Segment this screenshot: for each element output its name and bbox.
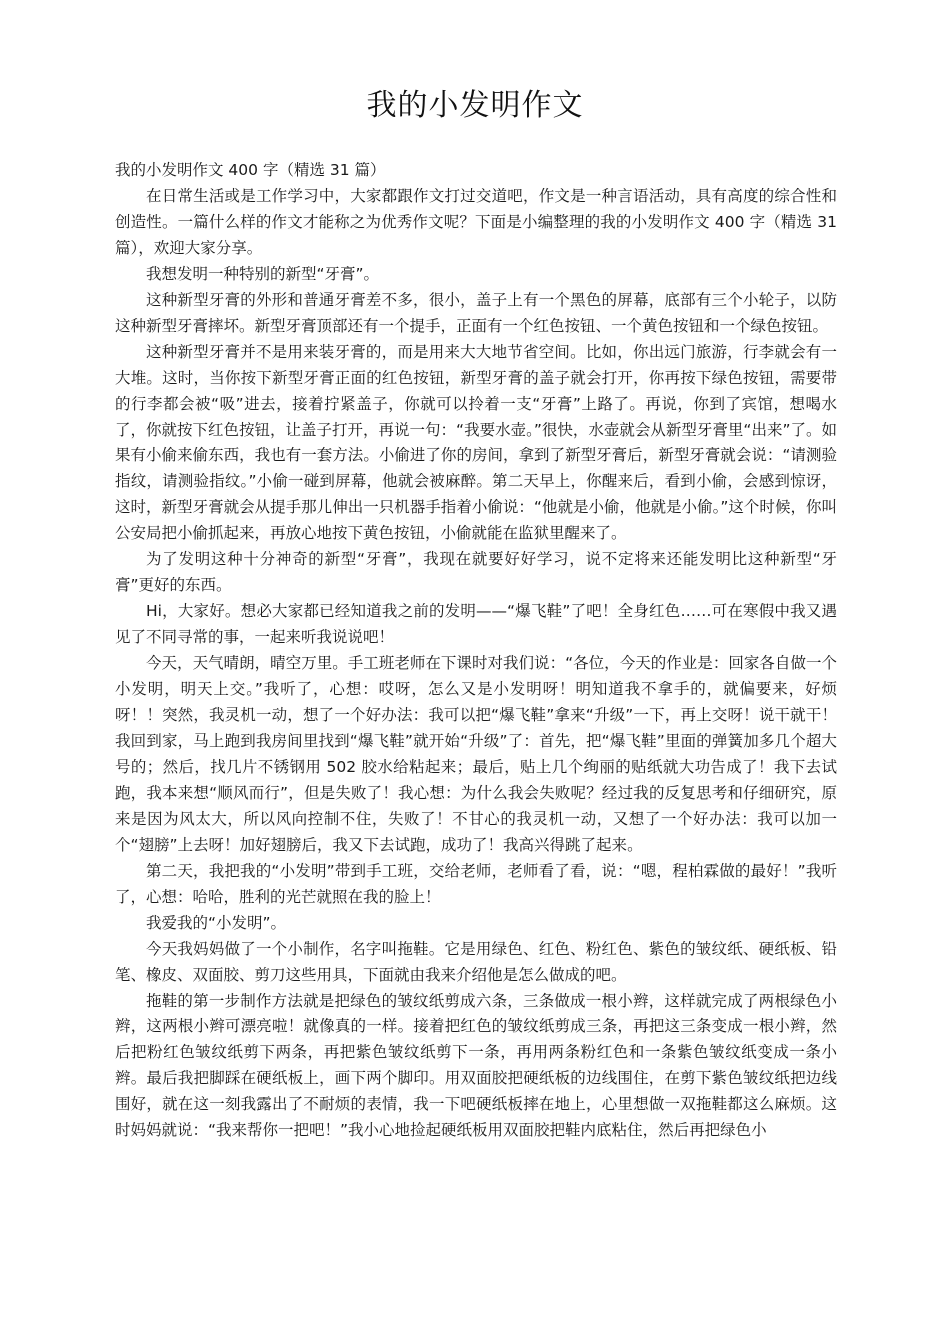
- paragraph: 这种新型牙膏并不是用来装牙膏的，而是用来大大地节省空间。比如，你出远门旅游，行李就会有一大堆。这时，当你按下新型牙膏正面的红色按钮，新型牙膏的盖子就会打开，你再按下绿色按钮，需要带的行李都会被“吸”进去，接着拧紧盖子，你就可以拎着一支“牙膏”上路了。再说，你到了宾馆，想喝水了，你就按下红色按钮，让盖子打开，再说一句：“我要水壶。”很快，水壶就会从新型牙膏里“出来”了。如果有小偷来偷东西，我也有一套方法。小偷进了你的房间，拿到了新型牙膏后，新型牙膏就会说：“请测验指纹，请测验指纹。”小偷一碰到屏幕，他就会被麻醉。第二天早上，你醒来后，看到小偷，会感到惊讶，这时，新型牙膏就会从提手那儿伸出一只机器手指着小偷说：“他就是小偷，他就是小偷。”这个时候，你叫公安局把小偷抓起来，再放心地按下黄色按钮，小偷就能在监狱里醒来了。: [115, 342, 837, 543]
- paragraph: 拖鞋的第一步制作方法就是把绿色的皱纹纸剪成六条，三条做成一根小辫，这样就完成了两根绿色小辫，这两根小辫可漂亮啦！就像真的一样。接着把红色的皱纹纸剪成三条，再把这三条变成一根小辫，然后把粉红色皱纹纸剪下两条，再把紫色皱纹纸剪下一条，再用两条粉红色和一条紫色皱纹纸变成一条小辫。最后我把脚踩在硬纸板上，画下两个脚印。用双面胶把硬纸板的边线围住，在剪下紫色皱纹纸把边线围好，就在这一刻我露出了不耐烦的表情，我一下吧硬纸板摔在地上，心里想做一双拖鞋都这么麻烦。这时妈妈就说：“我来帮你一把吧！”我小心地捡起硬纸板用双面胶把鞋内底粘住，然后再把绿色小: [115, 991, 837, 1140]
- paragraph: 我爱我的“小发明”。: [146, 913, 287, 932]
- document-body: [115, 158, 837, 1144]
- paragraph: 这种新型牙膏的外形和普通牙膏差不多，很小，盖子上有一个黑色的屏幕，底部有三个小轮子，以防这种新型牙膏摔坏。新型牙膏顶部还有一个提手，正面有一个红色按钮、一个黄色按钮和一个绿色按钮。: [115, 290, 837, 335]
- paragraph: Hi，大家好。想必大家都已经知道我之前的发明——“爆飞鞋”了吧！全身红色……可在寒假中我又遇见了不同寻常的事，一起来听我说说吧！: [115, 602, 837, 647]
- paragraph: 今天我妈妈做了一个小制作，名字叫拖鞋。它是用绿色、红色、粉红色、紫色的皱纹纸、硬纸板、铅笔、橡皮、双面胶、剪刀这些用具，下面就由我来介绍他是怎么做成的吧。: [115, 939, 837, 984]
- paragraph: 我想发明一种特别的新型“牙膏”。: [146, 264, 380, 283]
- paragraph: 今天，天气晴朗，晴空万里。手工班老师在下课时对我们说：“各位，今天的作业是：回家各自做一个小发明，明天上交。”我听了，心想：哎呀，怎么又是小发明呀！明知道我不拿手的，就偏要来，好烦呀！！突然，我灵机一动，想了一个好办法：我可以把“爆飞鞋”拿来“升级”一下，再上交呀！说干就干！我回到家，马上跑到我房间里找到“爆飞鞋”就开始“升级”了：首先，把“爆飞鞋”里面的弹簧加多几个超大号的；然后，找几片不锈钢用 502 胶水给粘起来；最后，贴上几个绚丽的贴纸就大功告成了！我下去试跑，我本来想“顺风而行”，但是失败了！我心想：为什么我会失败呢？经过我的反复思考和仔细研究，原来是因为风太大，所以风向控制不住，失败了！不甘心的我灵机一动，又想了一个好办法：我可以加一个“翅膀”上去呀！加好翅膀后，我又下去试跑，成功了！我高兴得跳了起来。: [115, 654, 837, 854]
- paragraph: 第二天，我把我的“小发明”带到手工班，交给老师，老师看了看，说：“嗯，程柏霖做的最好！”我听了，心想：哈哈，胜利的光芒就照在我的脸上！: [115, 861, 837, 906]
- paragraph: 为了发明这种十分神奇的新型“牙膏”，我现在就要好好学习，说不定将来还能发明比这种新型“牙膏”更好的东西。: [115, 550, 837, 595]
- paragraph-intro: 在日常生活或是工作学习中，大家都跟作文打过交道吧，作文是一种言语活动，具有高度的综合性和创造性。一篇什么样的作文才能称之为优秀作文呢？下面是小编整理的我的小发明作文 400 字（精选 31 篇），欢迎大家分享。: [115, 186, 837, 257]
- document-title: 我的小发明作文: [366, 88, 584, 123]
- subtitle-line: 我的小发明作文 400 字（精选 31 篇）: [115, 161, 386, 179]
